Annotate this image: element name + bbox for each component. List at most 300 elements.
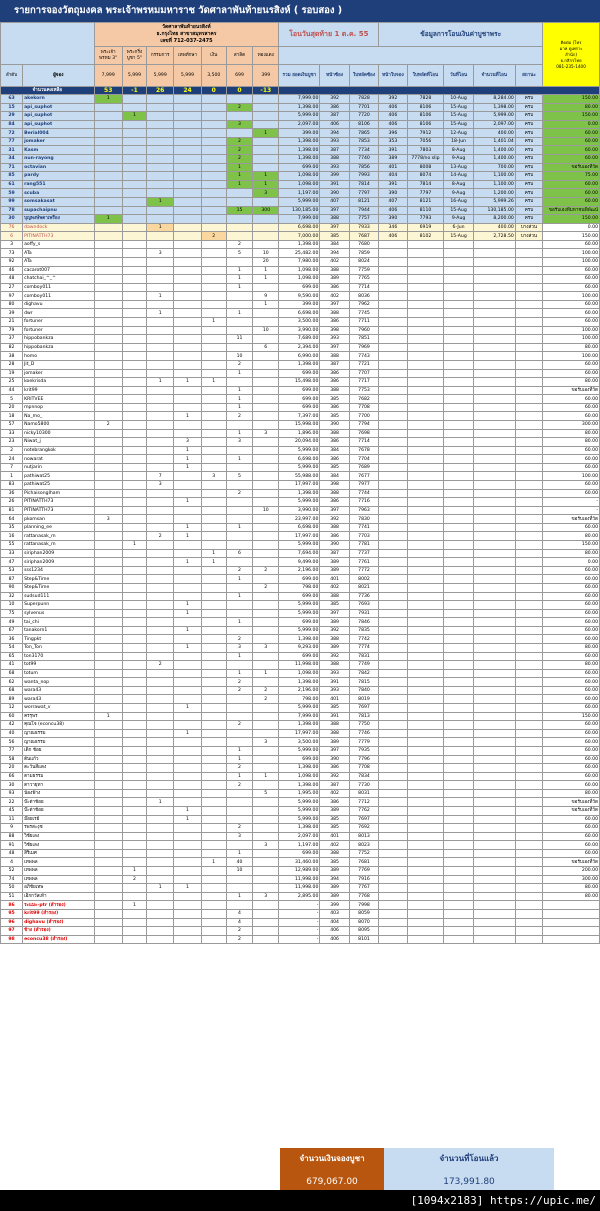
row-status — [515, 541, 542, 550]
row-transfer-box: 401 — [379, 163, 407, 172]
row-no: 31 — [1, 146, 23, 155]
qty-product-3 — [147, 523, 174, 532]
row-order: 7851 — [349, 335, 378, 344]
qty-product-5 — [201, 438, 226, 447]
row-total: 5,999.00 — [279, 498, 320, 507]
row-shipping: 100.00 — [543, 292, 600, 301]
row-no: 76 — [1, 223, 23, 232]
row-shipping: 60.00 — [543, 832, 600, 841]
qty-product-5 — [201, 463, 226, 472]
row-shipping: 60.00 — [543, 652, 600, 661]
qty-product-2 — [122, 335, 146, 344]
booking-row — [1, 326, 600, 335]
row-transfer-date — [444, 326, 473, 335]
row-no: 18 — [1, 412, 23, 421]
qty-product-2 — [122, 575, 146, 584]
qty-product-6 — [226, 583, 252, 592]
booking-row — [1, 849, 600, 858]
row-box: 402 — [320, 583, 349, 592]
row-status — [515, 429, 542, 438]
qty-product-6: 2 — [226, 764, 252, 773]
booking-row — [1, 798, 600, 807]
qty-product-7 — [253, 575, 279, 584]
row-transfer-order — [407, 661, 444, 670]
row-order: 7916 — [349, 875, 378, 884]
row-total: 23,997.00 — [279, 515, 320, 524]
row-shipping — [543, 918, 600, 927]
qty-product-5 — [201, 103, 226, 112]
booking-row — [1, 566, 600, 575]
qty-product-5 — [201, 498, 226, 507]
row-order: 7769 — [349, 867, 378, 876]
row-no: 72 — [1, 129, 23, 138]
qty-product-5 — [201, 506, 226, 515]
row-name: เทพพล — [23, 867, 94, 876]
qty-product-1 — [94, 849, 122, 858]
qty-product-4 — [174, 318, 201, 327]
qty-product-2 — [122, 386, 146, 395]
qty-product-7: 3 — [253, 738, 279, 747]
row-order: 7931 — [349, 609, 378, 618]
qty-product-1 — [94, 575, 122, 584]
row-transfer-box — [379, 652, 407, 661]
row-transfer-order — [407, 601, 444, 610]
qty-product-6: 2 — [226, 927, 252, 936]
qty-product-3 — [147, 558, 174, 567]
row-order: 7712 — [349, 798, 378, 807]
row-no: 99 — [1, 197, 23, 206]
qty-product-5 — [201, 918, 226, 927]
row-total: 1,398.00 — [279, 360, 320, 369]
row-transfer-date: 10-Aug — [444, 95, 473, 104]
row-total: 17,997.00 — [279, 532, 320, 541]
qty-product-2 — [122, 729, 146, 738]
qty-product-6 — [226, 292, 252, 301]
qty-product-3 — [147, 386, 174, 395]
booking-row — [1, 146, 600, 155]
row-status — [515, 566, 542, 575]
row-transfer-date — [444, 832, 473, 841]
row-status — [515, 481, 542, 490]
qty-product-5 — [201, 609, 226, 618]
booking-row — [1, 206, 600, 215]
row-transfer-box — [379, 266, 407, 275]
qty-product-7: 9 — [253, 292, 279, 301]
row-transfer-order — [407, 609, 444, 618]
row-total: 17,997.00 — [279, 481, 320, 490]
row-order: 7835 — [349, 626, 378, 635]
transfer-deadline: โอนวันสุดท้าย 1 ต.ค. 55 — [279, 23, 379, 47]
row-transfer-order: 7793 — [407, 215, 444, 224]
row-status: ครบ — [515, 103, 542, 112]
row-no: 35 — [1, 523, 23, 532]
row-shipping: 80.00 — [543, 532, 600, 541]
qty-product-5: 1 — [201, 378, 226, 387]
qty-product-2 — [122, 481, 146, 490]
qty-product-2 — [122, 712, 146, 721]
qty-product-2 — [122, 515, 146, 524]
row-name: PITINATTH73 — [23, 498, 94, 507]
row-transfer-order — [407, 369, 444, 378]
row-transfer-order: 7056 — [407, 137, 444, 146]
qty-product-7 — [253, 438, 279, 447]
row-transfer-box — [379, 755, 407, 764]
row-order: 7834 — [349, 772, 378, 781]
qty-product-6: 1 — [226, 652, 252, 661]
qty-product-6 — [226, 532, 252, 541]
row-shipping: 300.00 — [543, 875, 600, 884]
qty-product-3 — [147, 867, 174, 876]
row-box: 384 — [320, 446, 349, 455]
booking-row — [1, 103, 600, 112]
row-total: 2,394.00 — [279, 343, 320, 352]
row-transfer-amount — [473, 798, 515, 807]
qty-product-4: 1 — [174, 729, 201, 738]
row-name: sylvenus — [23, 609, 94, 618]
qty-product-1 — [94, 446, 122, 455]
row-order: 7700 — [349, 412, 378, 421]
row-status — [515, 292, 542, 301]
row-total: 7,980.00 — [279, 257, 320, 266]
qty-product-1 — [94, 875, 122, 884]
row-shipping: 60.00 — [543, 849, 600, 858]
qty-product-1 — [94, 309, 122, 318]
row-transfer-order — [407, 935, 444, 944]
row-status — [515, 249, 542, 258]
qty-product-3 — [147, 892, 174, 901]
qty-product-2 — [122, 618, 146, 627]
row-shipping: 60.00 — [543, 403, 600, 412]
row-order: 7708 — [349, 764, 378, 773]
product-price-1: 7,999 — [94, 65, 122, 87]
row-status — [515, 686, 542, 695]
row-name: sss1234 — [23, 566, 94, 575]
row-total: 20,094.00 — [279, 438, 320, 447]
qty-product-7: 20 — [253, 257, 279, 266]
row-status — [515, 360, 542, 369]
row-order: 7960 — [349, 326, 378, 335]
booking-row — [1, 163, 600, 172]
row-transfer-box — [379, 549, 407, 558]
qty-product-2 — [122, 824, 146, 833]
qty-product-2 — [122, 506, 146, 515]
row-total: 5,999.00 — [279, 609, 320, 618]
booking-row — [1, 695, 600, 704]
row-box: 387 — [320, 146, 349, 155]
qty-product-7: 10 — [253, 249, 279, 258]
qty-product-4 — [174, 386, 201, 395]
qty-product-5 — [201, 541, 226, 550]
qty-product-3: 7 — [147, 472, 174, 481]
booking-table — [0, 22, 600, 944]
row-order: 7830 — [349, 515, 378, 524]
qty-product-1 — [94, 686, 122, 695]
qty-product-7 — [253, 197, 279, 206]
qty-product-2 — [122, 601, 146, 610]
row-transfer-date — [444, 318, 473, 327]
row-total: 1,398.00 — [279, 678, 320, 687]
qty-product-1 — [94, 549, 122, 558]
qty-product-6: 1 — [226, 618, 252, 627]
row-order: 7680 — [349, 240, 378, 249]
row-transfer-box — [379, 360, 407, 369]
qty-product-6 — [226, 215, 252, 224]
qty-product-2 — [122, 635, 146, 644]
row-transfer-amount — [473, 558, 515, 567]
row-no: 75 — [1, 609, 23, 618]
qty-product-2 — [122, 704, 146, 713]
row-name: ต้นแก้ว — [23, 755, 94, 764]
row-shipping: 0.00 — [543, 120, 600, 129]
sheet-title: รายการจองวัตถุมงคล พระเจ้าพรหมมหาราช วัดศาลาพันท้ายนรสิงห์ ( รอบสอง ) — [0, 0, 600, 22]
qty-product-2 — [122, 146, 146, 155]
row-transfer-box: 391 — [379, 180, 407, 189]
row-transfer-box — [379, 343, 407, 352]
row-no: 50 — [1, 884, 23, 893]
row-transfer-order — [407, 729, 444, 738]
row-transfer-box — [379, 626, 407, 635]
qty-product-5 — [201, 429, 226, 438]
qty-product-4 — [174, 755, 201, 764]
qty-product-6: 1 — [226, 746, 252, 755]
row-transfer-order — [407, 481, 444, 490]
qty-product-7 — [253, 935, 279, 944]
qty-product-6 — [226, 112, 252, 121]
row-total: 1,098.00 — [279, 266, 320, 275]
row-no: 12 — [1, 704, 23, 713]
row-box: 386 — [320, 318, 349, 327]
row-order: 7842 — [349, 669, 378, 678]
booking-row — [1, 283, 600, 292]
row-transfer-amount — [473, 583, 515, 592]
row-transfer-order — [407, 764, 444, 773]
row-transfer-date — [444, 849, 473, 858]
row-box: 398 — [320, 326, 349, 335]
row-transfer-box — [379, 420, 407, 429]
qty-product-3 — [147, 583, 174, 592]
row-transfer-date — [444, 335, 473, 344]
qty-product-2 — [122, 318, 146, 327]
row-box: 388 — [320, 721, 349, 730]
qty-product-3 — [147, 403, 174, 412]
row-status — [515, 755, 542, 764]
col-no-header: ลำดับ — [1, 65, 23, 87]
qty-product-4: 1 — [174, 704, 201, 713]
row-name: ข้าง (สำรอง) — [23, 927, 94, 936]
row-order: 7815 — [349, 678, 378, 687]
row-order: 7774 — [349, 644, 378, 653]
row-transfer-date: 15-Aug — [444, 103, 473, 112]
booking-row — [1, 678, 600, 687]
qty-product-3 — [147, 789, 174, 798]
row-transfer-amount — [473, 935, 515, 944]
row-status — [515, 446, 542, 455]
row-transfer-date — [444, 300, 473, 309]
row-box: 388 — [320, 661, 349, 670]
row-name: koekrisda — [23, 378, 94, 387]
row-box: 386 — [320, 403, 349, 412]
row-box: 388 — [320, 489, 349, 498]
row-shipping: 80.00 — [543, 343, 600, 352]
qty-product-2 — [122, 189, 146, 198]
row-name: notebrangkok — [23, 446, 94, 455]
row-transfer-order — [407, 892, 444, 901]
row-shipping: 60.00 — [543, 240, 600, 249]
row-no: 7 — [1, 463, 23, 472]
row-no: 16 — [1, 532, 23, 541]
row-total: 9,499.00 — [279, 558, 320, 567]
qty-product-2 — [122, 249, 146, 258]
row-order: 7692 — [349, 824, 378, 833]
row-transfer-amount — [473, 892, 515, 901]
row-transfer-amount — [473, 901, 515, 910]
row-no: 49 — [1, 618, 23, 627]
row-order: 8036 — [349, 292, 378, 301]
row-box: 386 — [320, 498, 349, 507]
row-box: 386 — [320, 283, 349, 292]
row-name: Step&Time — [23, 575, 94, 584]
row-no: 54 — [1, 644, 23, 653]
qty-product-3 — [147, 686, 174, 695]
row-name: เอ็กกวัลเท้า — [23, 892, 94, 901]
product-price-3: 5,999 — [147, 65, 174, 87]
row-transfer-order — [407, 781, 444, 790]
qty-product-7: 3 — [253, 892, 279, 901]
qty-product-6 — [226, 841, 252, 850]
qty-product-1 — [94, 103, 122, 112]
row-transfer-box — [379, 300, 407, 309]
qty-product-3 — [147, 644, 174, 653]
qty-product-5 — [201, 764, 226, 773]
row-total: - — [279, 901, 320, 910]
row-shipping: 60.00 — [543, 189, 600, 198]
row-box: 390 — [320, 755, 349, 764]
row-name: totum — [23, 669, 94, 678]
row-no: 10 — [1, 601, 23, 610]
booking-row — [1, 489, 600, 498]
row-status — [515, 463, 542, 472]
qty-product-3 — [147, 180, 174, 189]
qty-product-3: 1 — [147, 292, 174, 301]
row-transfer-date — [444, 764, 473, 773]
row-status — [515, 729, 542, 738]
booking-row — [1, 378, 600, 387]
row-order: 7757 — [349, 215, 378, 224]
booking-row — [1, 549, 600, 558]
qty-product-5 — [201, 446, 226, 455]
qty-product-3 — [147, 172, 174, 181]
row-name: jomaker — [23, 369, 94, 378]
qty-product-6 — [226, 901, 252, 910]
row-box: 397 — [320, 223, 349, 232]
qty-product-3 — [147, 412, 174, 421]
row-no: 2 — [1, 446, 23, 455]
qty-product-2 — [122, 884, 146, 893]
product-price-7: 399 — [253, 65, 279, 87]
row-total: 5,999.00 — [279, 626, 320, 635]
qty-product-6 — [226, 789, 252, 798]
qty-product-4 — [174, 103, 201, 112]
row-shipping: 75.00 — [543, 172, 600, 181]
qty-product-1 — [94, 369, 122, 378]
row-transfer-date: 14-Aug — [444, 172, 473, 181]
row-transfer-order — [407, 283, 444, 292]
booking-row — [1, 583, 600, 592]
qty-product-7: 2 — [253, 686, 279, 695]
qty-product-3 — [147, 318, 174, 327]
col-order-header: ใบหลัดซ้อง — [349, 65, 378, 87]
booking-total-box — [280, 1148, 384, 1190]
row-transfer-date — [444, 686, 473, 695]
row-transfer-order — [407, 832, 444, 841]
qty-product-4 — [174, 112, 201, 121]
qty-product-5 — [201, 249, 226, 258]
row-transfer-date — [444, 275, 473, 284]
row-transfer-order — [407, 309, 444, 318]
qty-product-7 — [253, 395, 279, 404]
qty-product-1 — [94, 180, 122, 189]
row-transfer-order — [407, 386, 444, 395]
qty-product-6: 2 — [226, 678, 252, 687]
qty-product-4 — [174, 824, 201, 833]
qty-product-2 — [122, 352, 146, 361]
row-shipping: 60.00 — [543, 746, 600, 755]
row-no: 51 — [1, 892, 23, 901]
row-total: 2,097.00 — [279, 832, 320, 841]
qty-product-7 — [253, 661, 279, 670]
qty-product-4 — [174, 215, 201, 224]
qty-product-6 — [226, 729, 252, 738]
qty-product-3 — [147, 155, 174, 164]
row-transfer-date — [444, 601, 473, 610]
qty-product-2 — [122, 163, 146, 172]
row-transfer-date: 15-Aug — [444, 206, 473, 215]
row-transfer-order — [407, 515, 444, 524]
qty-product-6 — [226, 558, 252, 567]
row-transfer-amount — [473, 884, 515, 893]
booking-row — [1, 137, 600, 146]
row-transfer-order: 7814 — [407, 180, 444, 189]
row-no: 81 — [1, 506, 23, 515]
row-order: 7753 — [349, 386, 378, 395]
row-name: worrawat_v — [23, 704, 94, 713]
qty-product-4 — [174, 206, 201, 215]
booking-row — [1, 403, 600, 412]
product-name-1: พระเจ้าพรหม 3" — [94, 47, 122, 65]
row-transfer-date: 13-Aug — [444, 163, 473, 172]
row-box: 388 — [320, 635, 349, 644]
row-total: 7,694.00 — [279, 549, 320, 558]
row-box: 388 — [320, 386, 349, 395]
qty-product-5 — [201, 523, 226, 532]
row-transfer-order — [407, 918, 444, 927]
qty-product-2 — [122, 180, 146, 189]
row-no: 95 — [1, 909, 23, 918]
row-transfer-amount — [473, 318, 515, 327]
qty-product-2 — [122, 686, 146, 695]
row-name: siriphan2009 — [23, 549, 94, 558]
row-name: ระแมะ-ptr (สำรอง) — [23, 901, 94, 910]
row-shipping: 60.00 — [543, 180, 600, 189]
row-box: 390 — [320, 189, 349, 198]
qty-product-2 — [122, 781, 146, 790]
qty-product-6: 2 — [226, 635, 252, 644]
qty-product-3 — [147, 232, 174, 241]
booking-row — [1, 95, 600, 104]
row-transfer-date: 6-Jun — [444, 223, 473, 232]
booking-row — [1, 892, 600, 901]
row-name: Berial004 — [23, 129, 94, 138]
